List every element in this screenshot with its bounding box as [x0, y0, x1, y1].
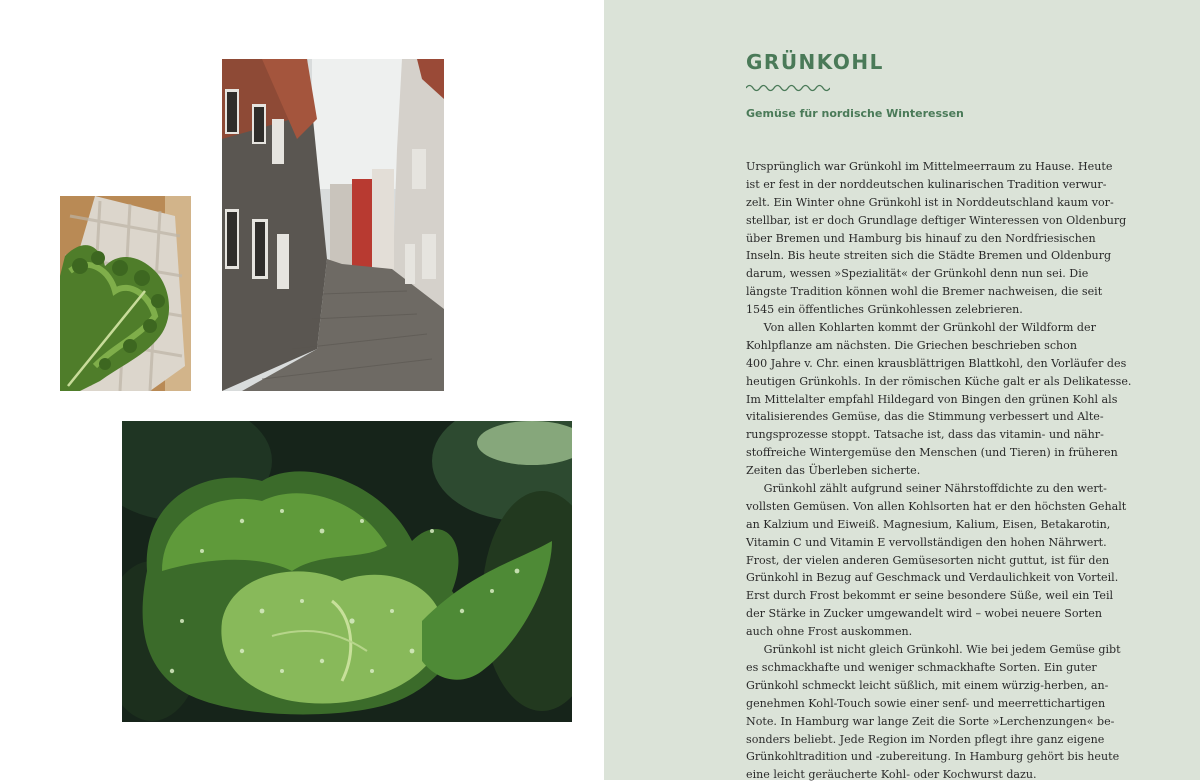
body-text-line: Vitamin C und Vitamin E vervollständigen den hohen Nährwert.	[746, 535, 1107, 549]
body-text-line: Grünkohl zählt aufgrund seiner Nährstoffdichte zu den wert-	[746, 482, 1107, 496]
article-subtitle: Gemüse für nordische Winteressen	[746, 107, 964, 120]
savoy-cabbage-photo	[122, 421, 572, 722]
body-text-line: Grünkohltradition und -zubereitung. In Hamburg gehört bis heute	[746, 750, 1120, 764]
body-text-line: genehmen Kohl-Touch sowie einer senf- und meerrettichartigen	[746, 696, 1106, 710]
body-text-line: Note. In Hamburg war lange Zeit die Sorte »Lerchenzungen« be-	[746, 714, 1115, 728]
body-text-line: ist er fest in der norddeutschen kulinarischen Tradition verwur-	[746, 177, 1107, 191]
body-text-line: Von allen Kohlarten kommt der Grünkohl der Wildform der	[746, 321, 1096, 335]
body-text-line: stoffreiche Wintergemüse den Menschen (und Tieren) in früheren	[746, 446, 1118, 460]
body-text-line: auch ohne Frost auskommen.	[746, 625, 913, 639]
body-text-line: vollsten Gemüsen. Von allen Kohlsorten hat er den höchsten Gehalt	[746, 499, 1127, 513]
body-text-line: heutigen Grünkohls. In der römischen Küche galt er als Delikatesse.	[746, 374, 1132, 388]
kale-on-towel-photo	[60, 196, 191, 391]
body-text-line: längste Tradition können wohl die Bremer nachweisen, die seit	[746, 285, 1103, 299]
body-text-line: 1545 ein öffentliches Grünkohlessen zelebrieren.	[746, 303, 1023, 317]
article-body	[746, 158, 1132, 784]
body-text-line: Grünkohl ist nicht gleich Grünkohl. Wie bei jedem Gemüse gibt	[746, 643, 1121, 657]
article-title: GRÜNKOHL	[746, 50, 884, 74]
body-text-line: an Kalzium und Eiweiß. Magnesium, Kalium, Eisen, Betakarotin,	[746, 517, 1111, 531]
body-text-line: eine leicht geräucherte Kohl- oder Kochwurst dazu.	[746, 768, 1037, 782]
wave-divider	[746, 83, 830, 93]
body-text-line: Frost, der vielen anderen Gemüsesorten nicht guttut, ist für den	[746, 553, 1110, 567]
body-text-line: es schmackhafte und weniger schmackhafte Sorten. Ein guter	[746, 660, 1097, 674]
body-text-line: stellbar, ist er doch Grundlage deftiger Winteressen von Oldenburg	[746, 213, 1127, 227]
body-text-line: der Stärke in Zucker umgewandelt wird – wobei neuere Sorten	[746, 607, 1103, 621]
body-text-line: vitalisierendes Gemüse, das die Stimmung verbessert und Alte-	[746, 410, 1104, 424]
body-text-line: Ursprünglich war Grünkohl im Mittelmeerraum zu Hause. Heute	[746, 160, 1113, 173]
body-text-line: sonders beliebt. Jede Region im Norden pflegt ihre ganz eigene	[746, 732, 1105, 746]
alley-street-photo	[222, 59, 444, 391]
body-text-line: Inseln. Bis heute streiten sich die Städte Bremen und Oldenburg	[746, 249, 1112, 263]
body-text-line: Grünkohl schmeckt leicht süßlich, mit einem würzig-herben, an-	[746, 678, 1109, 692]
body-text-line: Zeiten das Überleben sicherte.	[746, 464, 921, 478]
body-text-line: Im Mittelalter empfahl Hildegard von Bingen den grünen Kohl als	[746, 392, 1118, 406]
body-text-line: darum, wessen »Spezialität« der Grünkohl denn nun sei. Die	[746, 267, 1089, 281]
body-text-line: Grünkohl in Bezug auf Geschmack und Verdaulichkeit von Vorteil.	[746, 571, 1119, 585]
body-text-line: zelt. Ein Winter ohne Grünkohl ist in Norddeutschland kaum vor-	[746, 195, 1114, 209]
body-text-line: Kohlpflanze am nächsten. Die Griechen beschrieben schon	[746, 338, 1078, 352]
body-text-line: 400 Jahre v. Chr. einen krausblättrigen Blattkohl, den Vorläufer des	[746, 356, 1127, 370]
body-text-line: Erst durch Frost bekommt er seine besondere Süße, weil ein Teil	[746, 589, 1114, 603]
body-text-line: rungsprozesse stoppt. Tatsache ist, dass das vitamin- und nähr-	[746, 428, 1104, 442]
body-text-line: über Bremen und Hamburg bis hinauf zu den Nordfriesischen	[746, 231, 1096, 245]
